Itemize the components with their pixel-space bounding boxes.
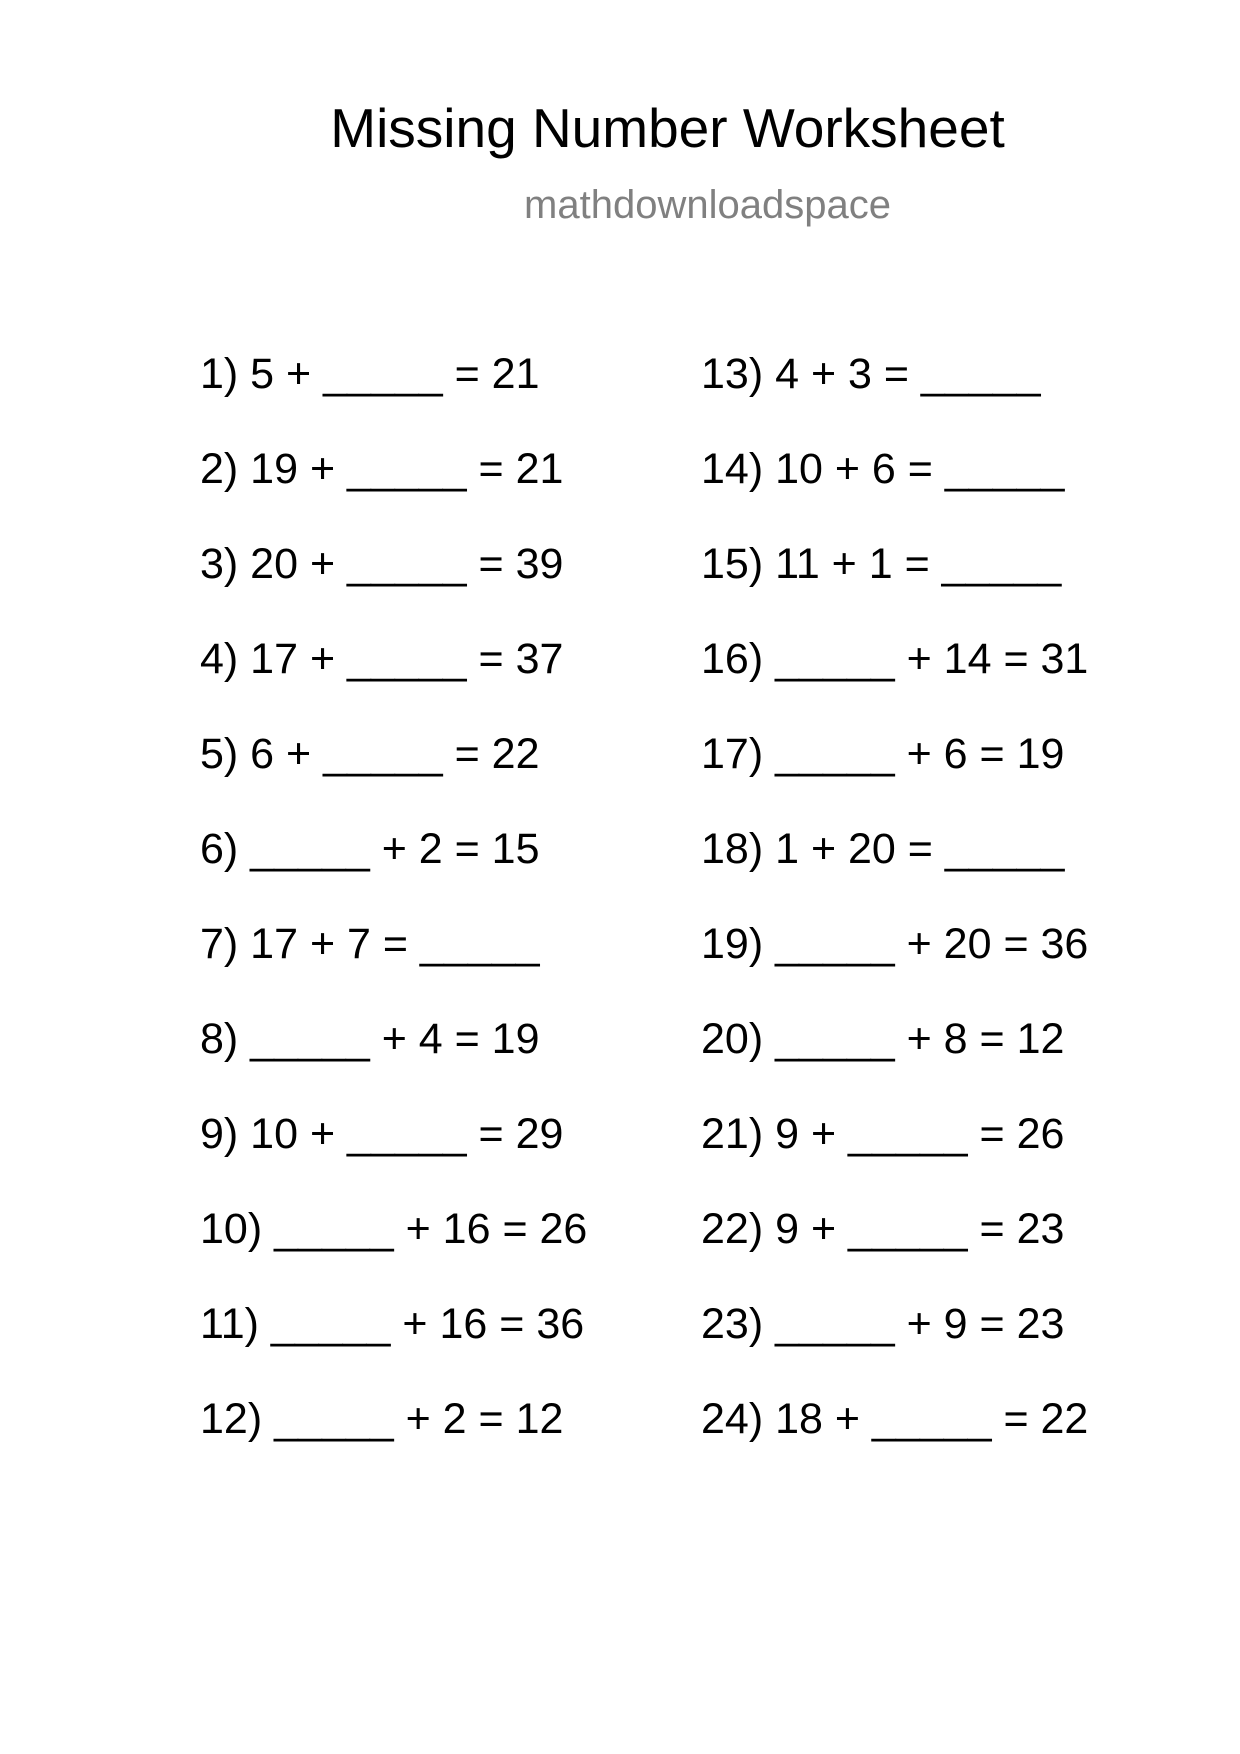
problem-13: 13) 4 + 3 = _____: [701, 350, 1041, 398]
problem-column-left: [200, 348, 587, 1488]
problem-17: 17) _____ + 6 = 19: [701, 730, 1065, 778]
problem-12: 12) _____ + 2 = 12: [200, 1395, 564, 1443]
problem-24: 24) 18 + _____ = 22: [701, 1395, 1089, 1443]
problem-column-right: [701, 348, 1088, 1488]
problem-16: 16) _____ + 14 = 31: [701, 635, 1089, 683]
problem-10: 10) _____ + 16 = 26: [200, 1205, 588, 1253]
problem-4: 4) 17 + _____ = 37: [200, 635, 564, 683]
problem-7: 7) 17 + 7 = _____: [200, 920, 540, 968]
problem-22: 22) 9 + _____ = 23: [701, 1205, 1065, 1253]
problem-5: 5) 6 + _____ = 22: [200, 730, 540, 778]
problem-14: 14) 10 + 6 = _____: [701, 445, 1065, 493]
problem-9: 9) 10 + _____ = 29: [200, 1110, 564, 1158]
problem-11: 11) _____ + 16 = 36: [200, 1300, 585, 1348]
problem-23: 23) _____ + 9 = 23: [701, 1300, 1065, 1348]
problem-1: 1) 5 + _____ = 21: [200, 350, 540, 398]
worksheet-title: Missing Number Worksheet: [330, 97, 1005, 159]
worksheet-subtitle: mathdownloadspace: [524, 183, 891, 227]
problem-8: 8) _____ + 4 = 19: [200, 1015, 540, 1063]
problem-19: 19) _____ + 20 = 36: [701, 920, 1089, 968]
problem-21: 21) 9 + _____ = 26: [701, 1110, 1065, 1158]
problem-6: 6) _____ + 2 = 15: [200, 825, 540, 873]
problem-20: 20) _____ + 8 = 12: [701, 1015, 1065, 1063]
problem-18: 18) 1 + 20 = _____: [701, 825, 1065, 873]
problem-15: 15) 11 + 1 = _____: [701, 540, 1062, 588]
problem-3: 3) 20 + _____ = 39: [200, 540, 564, 588]
problem-2: 2) 19 + _____ = 21: [200, 445, 564, 493]
